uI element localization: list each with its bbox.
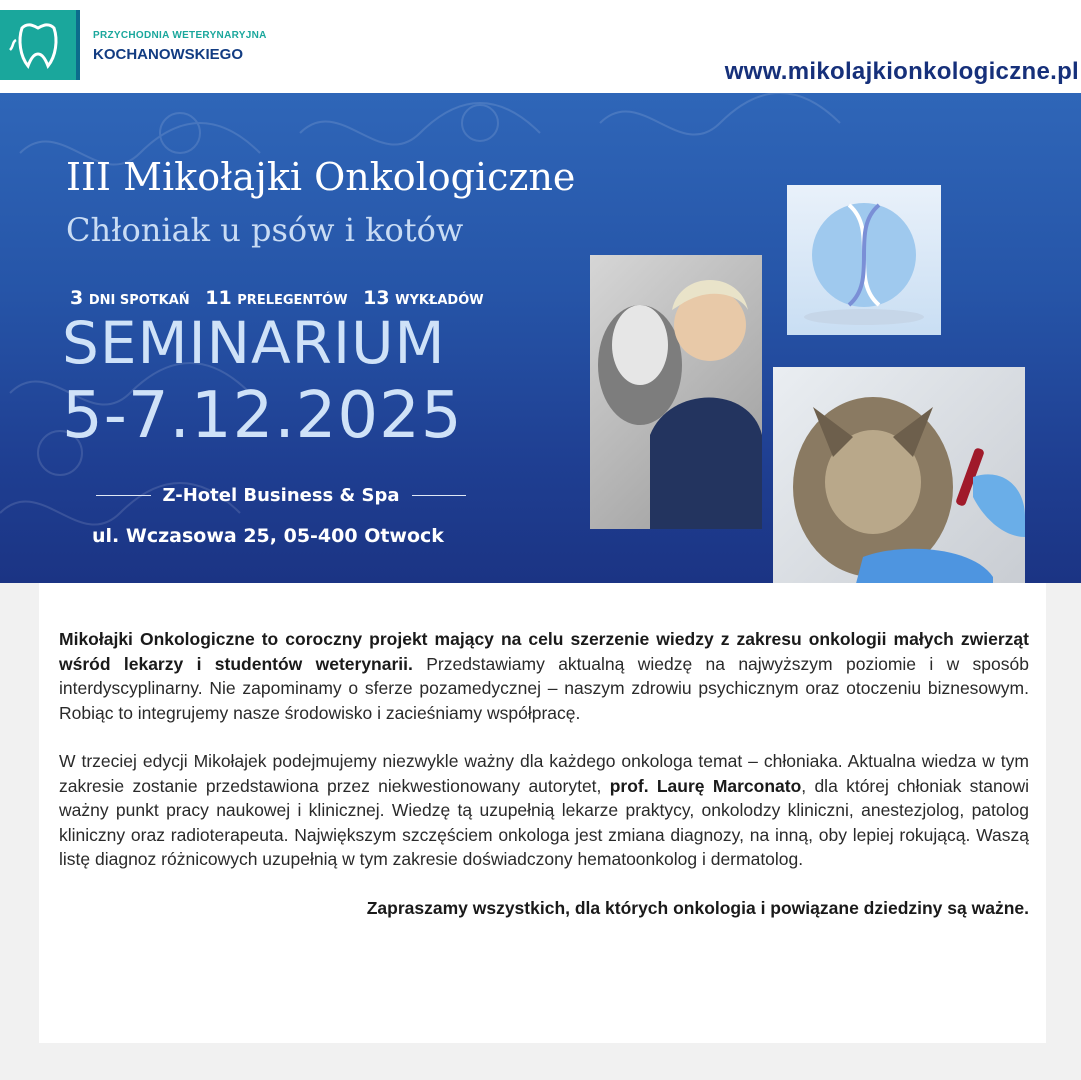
event-title: III Mikołajki Onkologiczne — [66, 155, 576, 199]
paragraph-edition — [59, 749, 1029, 872]
stat-lectures-label: WYKŁADÓW — [395, 293, 484, 308]
event-subtitle: Chłoniak u psów i kotów — [66, 211, 464, 249]
event-dates: 5-7.12.2025 — [62, 379, 463, 453]
divider — [96, 495, 151, 496]
edition-part-b: , dla której chłoniak stanowi ważny punkt pracy naukowej i klinicznej. Wiedzę tą uzupełnią lekarze praktycy, onkolodzy kliniczni, anestezjolog, patolog kliniczny oraz radioterapeuta. Największym szczęściem onkologa jest zmiana diagnozy, na inną, oby lepiej rokującą. Waszą listę diagnoz różnicowych uzupełnią w tym zakresie doświadczony hematoonkolog i dermatolog. — [59, 775, 1029, 869]
photo-dna-cell — [787, 185, 941, 335]
photo-vet-with-dog — [590, 255, 762, 529]
intro-rest: Przedstawiamy aktualną wiedzę na najwyższym poziomie i w sposób interdyscyplinarny. Nie zapominamy o sferze pozamedycznej – naszym zdrowiu psychicznym oraz otoczeniu biznesowym. Robiąc to integrujemy nasze środowisko i zacieśniamy współpracę. — [59, 653, 1029, 723]
closing-invitation: Zapraszamy wszystkich, dla których onkologia i powiązane dziedziny są ważne. — [366, 897, 1029, 918]
stat-speakers-label: PRELEGENTÓW — [237, 293, 348, 308]
clinic-name-line2: KOCHANOWSKIEGO — [93, 46, 243, 63]
stat-days-number: 3 — [70, 287, 84, 309]
event-stats — [70, 287, 494, 309]
photo-cat-blood-sample — [773, 367, 1025, 583]
vet-dog-photo-icon — [590, 255, 762, 529]
clinic-logo — [0, 10, 80, 80]
website-url[interactable]: www.mikolajkionkologiczne.pl — [724, 58, 1079, 85]
tooth-logo-icon — [0, 10, 76, 80]
intro-bold: Mikołajki Onkologiczne to coroczny projekt mający na celu szerzenie wiedzy z zakresu onkologii małych zwierząt wśród lekarzy i studentów weterynarii. — [59, 629, 1029, 674]
event-type: SEMINARIUM — [62, 309, 446, 377]
venue-address: ul. Wczasowa 25, 05-400 Otwock — [92, 525, 444, 547]
divider — [412, 495, 467, 496]
paragraph-intro — [59, 627, 1029, 725]
dna-cell-icon — [787, 185, 941, 335]
edition-part-a: W trzeciej edycji Mikołajek podejmujemy niezwykle ważny dla każdego onkologa temat – chłoniaka. Aktualna wiedza w tym zakresie zostanie przedstawiona przez niekwestionowany autorytet, — [59, 751, 1029, 796]
stat-speakers-number: 11 — [205, 287, 232, 309]
description-text — [59, 627, 1029, 920]
stat-days-label: DNI SPOTKAŃ — [88, 293, 190, 308]
header-bar — [0, 0, 1081, 93]
event-banner — [0, 93, 1081, 583]
description-panel — [39, 583, 1046, 1043]
speaker-name: prof. Laurę Marconato — [609, 775, 802, 796]
event-venue — [96, 485, 466, 506]
clinic-name-line1: PRZYCHODNIA WETERYNARYJNA — [93, 30, 267, 41]
stat-lectures-number: 13 — [363, 287, 390, 309]
cat-photo-icon — [773, 367, 1025, 583]
venue-name: Z-Hotel Business & Spa — [162, 485, 400, 506]
